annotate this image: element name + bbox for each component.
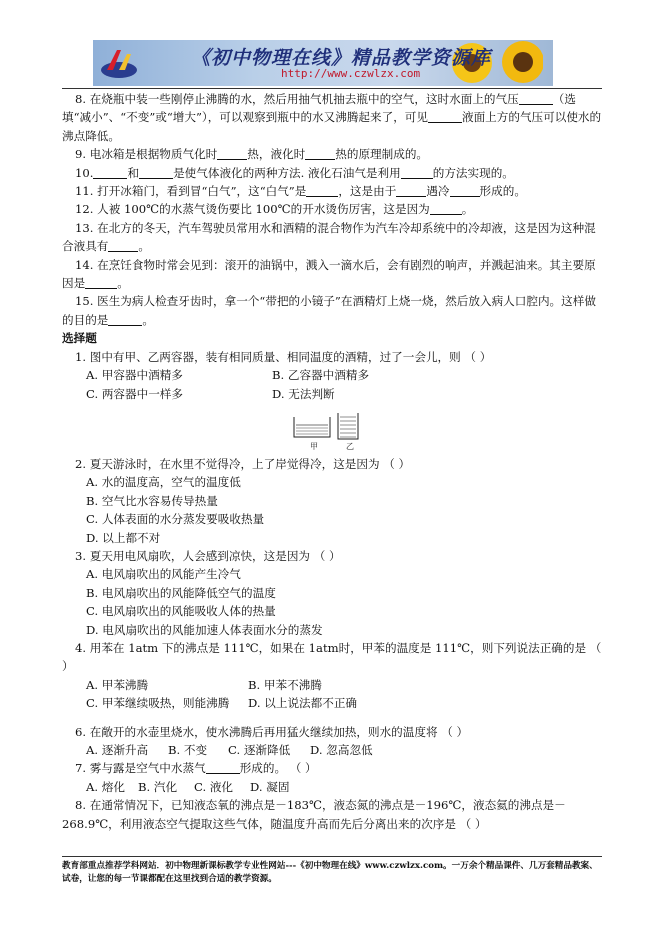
option-d[interactable]: D. 以上说法都不正确	[248, 696, 358, 711]
option-c[interactable]: C. 人体表面的水分蒸发要吸收热量	[86, 512, 265, 527]
question-8-fill: 8. 在烧瓶中装一些刚停止沸腾的水，然后用抽气机抽去瓶中的空气，这时水面上的气压 （选填“减小”、“不变”或“增大”），可以观察到瓶中的水又沸腾起来了，可见 液面上方的气压可以使水的沸点降低。	[62, 92, 602, 143]
answer-blank[interactable]	[519, 92, 553, 105]
section-title: 选择题	[62, 331, 97, 346]
answer-blank[interactable]	[430, 202, 462, 215]
answer-blank[interactable]	[305, 147, 335, 160]
mc-question-8: 8. 在通常情况下，已知液态氧的沸点是－183℃，液态氮的沸点是－196℃，液态氦的沸点是－268.9℃，利用液态空气提取这些气体，随温度升高而先后分离出来的次序是 （ ）	[62, 798, 566, 831]
question-15: 15. 医生为病人检查牙齿时，拿一个“带把的小镜子”在酒精灯上烧一烧，然后放入病人口腔内。这样做的目的是 。	[62, 294, 596, 327]
worksheet-body	[62, 90, 602, 833]
mc-question-7: 7. 雾与露是空气中水蒸气 形成的。 （ ）	[75, 761, 317, 776]
site-title: 《初中物理在线》精品教学资源库	[191, 47, 492, 69]
option-d[interactable]: D. 忽高忽低	[310, 743, 373, 757]
option-c[interactable]: C. 电风扇吹出的风能吸收人体的热量	[86, 604, 276, 619]
answer-blank[interactable]	[217, 147, 247, 160]
option-c[interactable]: C. 逐渐降低	[228, 743, 291, 757]
mc-question-2: 2. 夏天游泳时，在水里不觉得冷，上了岸觉得冷，这是因为 （ ）	[75, 456, 411, 471]
container-figure	[62, 403, 602, 455]
option-b[interactable]: B. 不变	[168, 743, 208, 757]
figure-label-yi: 乙	[346, 441, 354, 451]
option-b[interactable]: B. 空气比水容易传导热量	[86, 493, 218, 508]
option-b[interactable]: B. 电风扇吹出的风能降低空气的温度	[86, 585, 276, 600]
answer-blank[interactable]	[93, 166, 127, 179]
answer-blank[interactable]	[428, 110, 462, 123]
answer-blank[interactable]	[108, 313, 142, 326]
header-rule	[62, 88, 602, 89]
mc-question-4: 4. 用苯在 1atm 下的沸点是 111℃，如果在 1atm时，甲苯的温度是 111℃，则下列说法正确的是 （ ）	[62, 640, 602, 674]
option-d[interactable]: D. 电风扇吹出的风能加速人体表面水分的蒸发	[86, 622, 323, 637]
answer-blank[interactable]	[396, 184, 426, 197]
mc-4-options-row-1	[62, 676, 602, 694]
figure-label-jia: 甲	[310, 441, 318, 451]
page-footer: 教育部重点推荐学科网站．初中物理新课标教学专业性网站---《初中物理在线》www.czwlzx.com。一万余个精品课件、几万套精品教案、试卷，让您的每一节课都配在这里找到合适的教学资源。	[62, 861, 598, 884]
option-b[interactable]: B. 汽化	[138, 779, 178, 794]
option-a[interactable]: A. 电风扇吹出的风能产生冷气	[86, 567, 241, 582]
answer-blank[interactable]	[450, 184, 480, 197]
option-a[interactable]: A. 甲苯沸腾	[86, 677, 149, 692]
question-11: 11. 打开冰箱门，看到冒“白气”，这“白气”是 ，这是由于 遇冷 形成的。	[75, 184, 526, 199]
answer-blank[interactable]	[206, 761, 240, 774]
mc-1-options-row-2	[62, 385, 602, 403]
mc-6-options	[62, 741, 602, 759]
option-d[interactable]: D. 无法判断	[272, 386, 335, 401]
question-13: 13. 在北方的冬天，汽车驾驶员常用水和酒精的混合物作为汽车冷却系统中的冷却液，这是因为这种混合液具有 。	[62, 220, 596, 254]
answer-blank[interactable]	[401, 166, 433, 179]
question-14: 14. 在烹饪食物时常会见到：滚开的油锅中，溅入一滴水后，会有剧烈的响声，并溅起油来。其主要原因是 。	[62, 257, 596, 291]
option-c[interactable]: C. 甲苯继续吸热，则能沸腾	[86, 696, 230, 711]
footer-rule	[62, 856, 602, 857]
site-logo-icon	[99, 46, 139, 80]
option-a[interactable]: A. 熔化	[86, 779, 125, 794]
question-12: 12. 人被 100℃的水蒸气烫伤要比 100℃的开水烫伤厉害，这是因为 。	[75, 202, 474, 217]
option-c[interactable]: C. 液化	[194, 779, 234, 794]
option-a[interactable]: A. 逐渐升高	[86, 743, 149, 757]
option-b[interactable]: B. 甲苯不沸腾	[248, 677, 322, 692]
mc-1-options-row-1	[62, 366, 602, 384]
answer-blank[interactable]	[306, 184, 338, 197]
option-c[interactable]: C. 两容器中一样多	[86, 386, 183, 401]
option-d[interactable]: D. 以上都不对	[86, 530, 161, 545]
mc-question-1: 1. 图中有甲、乙两容器，装有相同质量、相同温度的酒精，过了一会儿，则 （ ）	[75, 349, 492, 364]
option-a[interactable]: A. 甲容器中酒精多	[86, 368, 183, 383]
site-url: http://www.czwlzx.com	[281, 67, 421, 80]
mc-question-3: 3. 夏天用电风扇吹，人会感到凉快，这是因为 （ ）	[75, 548, 341, 563]
two-containers-figure	[292, 411, 372, 451]
answer-blank[interactable]	[85, 276, 117, 289]
option-d[interactable]: D. 凝固	[250, 779, 290, 794]
mc-question-6: 6. 在敞开的水壶里烧水，使水沸腾后再用猛火继续加热，则水的温度将 （ ）	[75, 724, 469, 739]
mc-4-options-row-2	[62, 694, 602, 712]
option-a[interactable]: A. 水的温度高，空气的温度低	[86, 475, 241, 490]
mc-7-options	[62, 778, 602, 796]
header-banner	[93, 40, 553, 86]
answer-blank[interactable]	[139, 166, 173, 179]
sunflower-icon	[497, 40, 543, 86]
option-b[interactable]: B. 乙容器中酒精多	[272, 368, 370, 383]
answer-blank[interactable]	[108, 239, 138, 252]
question-10: 10. 和 是使气体液化的两种方法. 液化石油气是利用 的方法实现的。	[75, 165, 514, 180]
question-9: 9. 电冰箱是根据物质气化时 热，液化时 热的原理制成的。	[75, 147, 429, 162]
